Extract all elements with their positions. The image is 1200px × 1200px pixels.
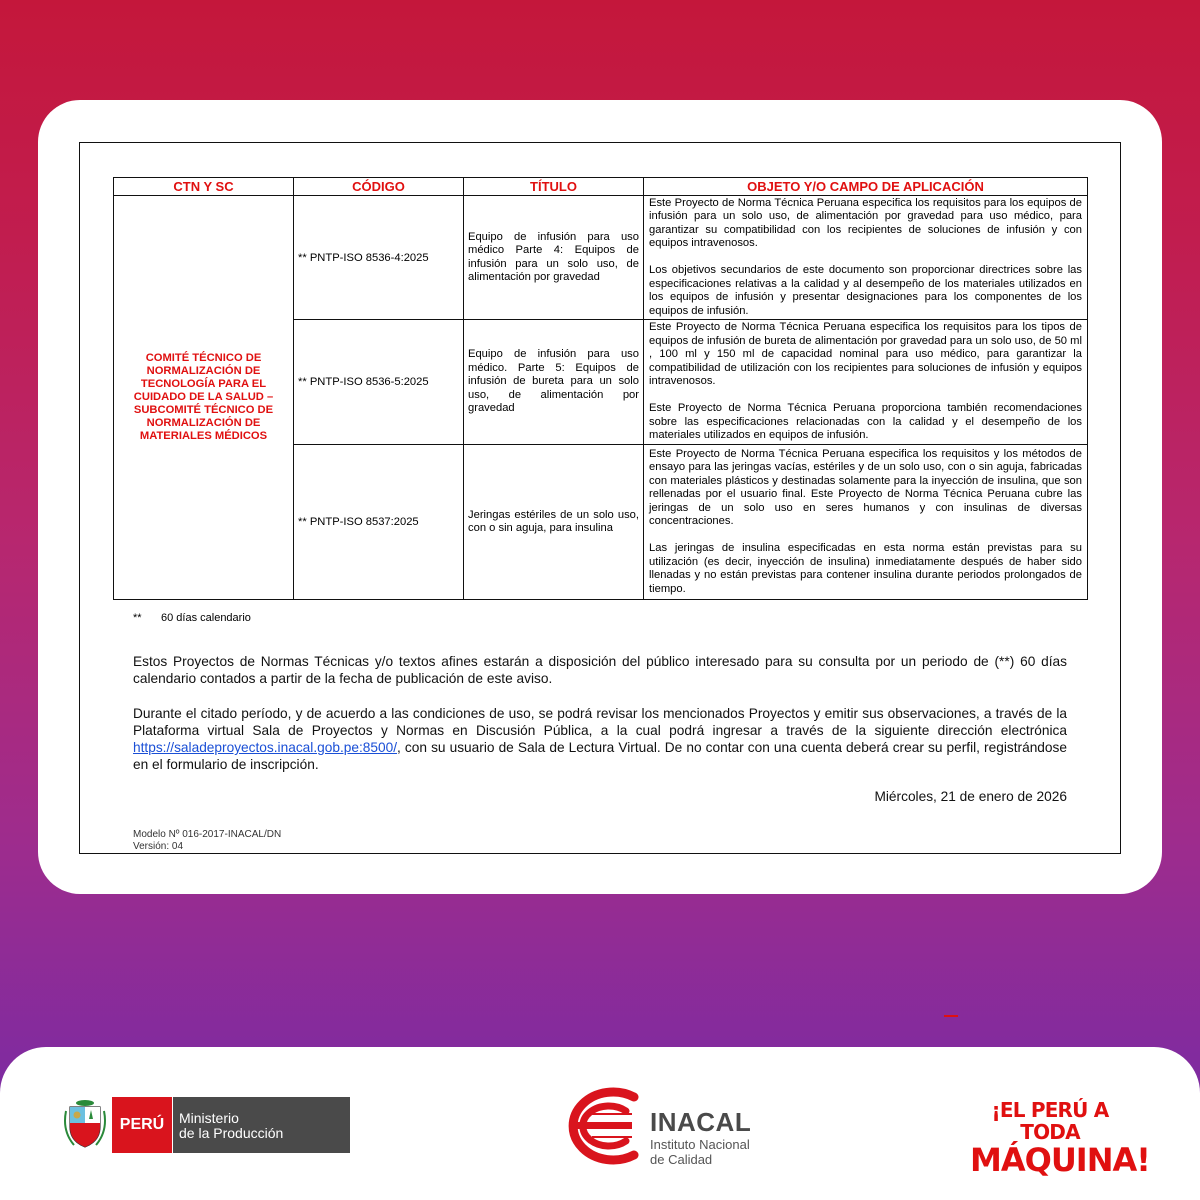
object-cell (644, 196, 1088, 320)
peru-coat-of-arms-icon (60, 1097, 110, 1153)
committee-cell: COMITÉ TÉCNICO DE NORMALIZACIÓN DE TECNOLOGÍA PARA EL CUIDADO DE LA SALUD – SUBCOMITÉ TÉCNICO DE NORMALIZACIÓN DE MATERIALES MÉDICOS (114, 196, 294, 600)
inacal-emblem-icon (534, 1085, 642, 1167)
observations-text-before: Durante el citado período, y de acuerdo a las condiciones de uso, se podrá revisar los mencionados Proyectos y emitir sus observaciones, a través de la Plataforma virtual Sala de Proyectos y Normas en Discusión Pública, a la cual podrá ingresar a través de la siguiente dirección electrónica (133, 706, 1067, 738)
inacal-logo (534, 1085, 774, 1167)
inacal-name: INACAL (650, 1107, 752, 1137)
object-paragraph: Este Proyecto de Norma Técnica Peruana proporciona también recomendaciones sobre las especificaciones relacionadas con la calidad y el desempeño de los materiales utilizados en equipos de infusión. (649, 402, 1082, 442)
footnote-mark: ** (133, 612, 142, 624)
norms-table (113, 177, 1088, 600)
footnote (133, 612, 251, 624)
code-cell: ** PNTP-ISO 8536-4:2025 (294, 196, 464, 320)
slogan-line1: ¡EL PERÚ A TODA (991, 1098, 1109, 1144)
slogan (970, 1098, 1150, 1179)
header-objeto: OBJETO Y/O CAMPO DE APLICACIÓN (644, 178, 1088, 196)
sala-proyectos-link[interactable]: https://saladeproyectos.inacal.gob.pe:8500/ (133, 740, 398, 755)
red-dash-decoration (944, 1015, 958, 1017)
observations-paragraph (133, 705, 1067, 773)
title-cell: Equipo de infusión para uso médico. Parte 5: Equipos de infusión de bureta para un solo uso, de alimentación por gravedad (464, 320, 644, 445)
title-cell: Equipo de infusión para uso médico Parte 4: Equipos de infusión para un solo uso, de alimentación por gravedad (464, 196, 644, 320)
object-paragraph: Los objetivos secundarios de este documento son proporcionar directrices sobre las especificaciones relativas a la calidad y al desempeño de los materiales utilizados en los equipos de infusión y presentar designaciones para los componentes de los equipos de infusión. (649, 264, 1082, 317)
version-number: Versión: 04 (133, 841, 184, 852)
produce-logo (60, 1097, 350, 1153)
table-row (114, 196, 1088, 320)
observations-text-after: , con su usuario de Sala de Lectura Virtual. De no contar con una cuenta deberá crear su perfil, registrándose en el formulario de inscripción. (133, 740, 1067, 772)
object-paragraph: Las jeringas de insulina especificadas en esta norma están previstas para su utilización (es decir, inyección de insulina) inmediatamente después de haber sido llenadas y no están previstas para contener insulina durante periodos prolongados de tiempo. (649, 542, 1082, 595)
object-cell (644, 320, 1088, 445)
object-paragraph: Este Proyecto de Norma Técnica Peruana especifica los requisitos para los equipos de infusión para un solo uso, de alimentación por gravedad para uso médico, para garantizar su compatibilidad con los recipientes de soluciones de infusión y con equipos intravenosos. (649, 196, 1082, 250)
ministerio-label (172, 1097, 350, 1153)
ministerio-line1: Ministerio (179, 1110, 239, 1126)
header-codigo: CÓDIGO (294, 178, 464, 196)
inacal-subtitle-line2: de Calidad (650, 1152, 713, 1167)
ministerio-line2: de la Producción (179, 1125, 284, 1141)
object-cell (644, 445, 1088, 600)
object-paragraph: Este Proyecto de Norma Técnica Peruana especifica los requisitos y los métodos de ensayo para las jeringas vacías, estériles y de un solo uso, con o sin aguja, fabricadas con materiales plásticos y destinadas solamente para la inyección de insulina, que son rellenadas por el usuario final. Este Proyecto de Norma Técnica Peruana cubre las jeringas de un solo uso en seres humanos y con insulinas de diversas concentraciones. (649, 447, 1082, 528)
code-cell: ** PNTP-ISO 8537:2025 (294, 445, 464, 600)
peru-label: PERÚ (112, 1097, 172, 1153)
model-version (133, 829, 281, 853)
title-cell: Jeringas estériles de un solo uso, con o sin aguja, para insulina (464, 445, 644, 600)
publication-date: Miércoles, 21 de enero de 2026 (874, 789, 1067, 804)
footnote-text: 60 días calendario (161, 612, 251, 624)
object-paragraph: Este Proyecto de Norma Técnica Peruana especifica los requisitos para los tipos de equipos de infusión de bureta de alimentación por gravedad para un solo uso, de 50 ml , 100 ml y 150 ml de capacidad nominal para uso médico, para garantizar la compatibilidad de utilización con los recipientes para soluciones de infusión y equipos intravenosos. (649, 321, 1082, 388)
code-cell: ** PNTP-ISO 8536-5:2025 (294, 320, 464, 445)
notice-document (79, 142, 1121, 854)
model-number: Modelo Nº 016-2017-INACAL/DN (133, 829, 282, 840)
inacal-subtitle-line1: Instituto Nacional (650, 1137, 750, 1152)
slogan-line2: MÁQUINA! (970, 1141, 1150, 1179)
header-ctn: CTN Y SC (114, 178, 294, 196)
inacal-subtitle (650, 1137, 750, 1167)
table-header-row (114, 178, 1088, 196)
availability-paragraph: Estos Proyectos de Normas Técnicas y/o textos afines estarán a disposición del público interesado para su consulta por un periodo de (**) 60 días calendario contados a partir de la fecha de publicación de este aviso. (133, 654, 1067, 686)
footer-logos (0, 1047, 1200, 1200)
header-titulo: TÍTULO (464, 178, 644, 196)
